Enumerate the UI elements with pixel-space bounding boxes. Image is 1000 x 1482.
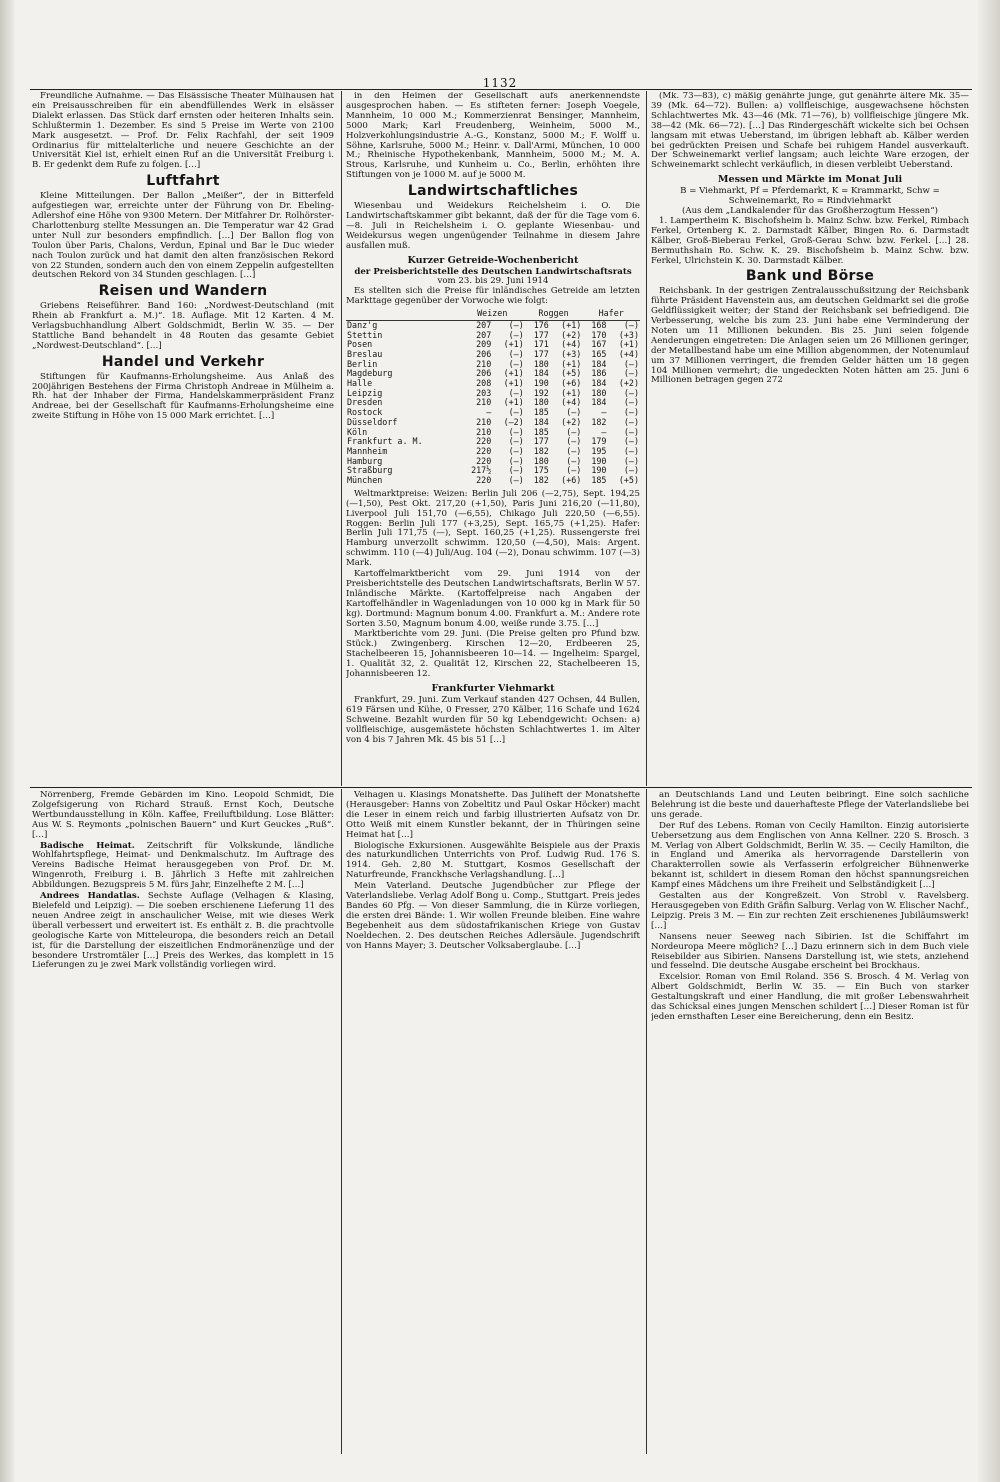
review-list-text: Nörrenberg, Fremde Gebärden im Kino. Leopold Schmidt, Die Zolgefsigerung von Richard Strauß. Ernst Koch, Deutsche Wertbundausstellung in Köln. Kaffee, Freiluftbildung. Lose Blätter: Aus W. S. Reymonts „polnischen Bauern“ und Kurt Geuckes „Ruß“. […] [32,791,334,840]
grain-price-cell: (—) [508,436,524,447]
grain-market-name: Düsseldorf [347,416,398,427]
andree-handatlas-text: Andrees Handatlas. Sechste Auflage (Velhagen & Klasing, Bielefeld und Leipzig). — Die soeben erschienene Lieferung 11 des neuen Andree zeigt in anschaulicher Weise, mit wie dieses Werk überall verbessert und erweitert ist. Es enthält z. B. die prachtvolle geologische Karte von Mitteleuropa, die besonders reich an Detail ist, für die Darstellung der eiszeitlichen Endmoränenzüge und der besondere Urstromtäler […] Preis des Werkes, das komplett in 15 Lieferungen zu je zwei Mark vollständig vorliegen wird. [32,891,334,971]
grain-price-cell: 207 [476,319,492,330]
section-heading-landwirtschaft: Landwirtschaftliches [407,183,579,200]
grain-price-cell: (—) [623,445,639,456]
ruf-des-lebens-text: Der Ruf des Lebens. Roman von Cecily Hamilton. Einzig autorisierte Uebersetzung aus dem Englischen von Anna Kellner. 220 S. Brosch. 3 M. Verlag von Albert Goldschmidt, Berlin W. 35. — Cecily Hamilton, die in England und Amerika als hervorragende Darstellerin von Charakterrollen sowie als Verfasserin erfolgreicher Bühnenwerke bekannt ist, schildert in diesem Roman den höchst spannungsreichen Kampf eines Mädchens um ihre Freiheit und Selbständigkeit […] [651,820,969,891]
grain-table-header: Weizen [460,308,525,320]
grain-price-cell: — [601,426,607,437]
handel-text: Stiftungen für Kaufmanns-Erholungsheime. Aus Anlaß des 200jährigen Bestehens der Firma Christoph Andreae in Mülheim a. Rh. hat der Inhaber der Firma, Handelskammerpräsident Franz Andreae, bei der Gesellschaft für Kaufmanns-Erholungsheime eine zweite Stiftung in Höhe von 15 000 Mark errichtet. […] [32,371,334,422]
grain-table-row [346,398,640,408]
grain-price-cell: 176 [533,319,549,330]
grain-price-cell: 177 [533,329,549,340]
grain-market-name: Halle [347,378,373,389]
grain-price-cell: 180 [591,387,607,398]
grain-price-cell: (+6) [561,378,582,389]
grain-price-cell: 190 [591,465,607,476]
grain-price-cell: 184 [533,368,549,379]
grain-price-cell: (+1) [503,397,524,408]
grain-market-name: Breslau [347,348,383,359]
grain-table-row [346,320,640,330]
grain-price-cell: 190 [533,378,549,389]
grain-price-cell: 185 [533,426,549,437]
grain-price-cell: (—) [566,436,582,447]
grain-price-cell: 206 [476,368,492,379]
viehmarkt-heading: Frankfurter Viehmarkt [431,683,555,694]
grain-price-cell: (—) [508,319,524,330]
grain-price-cell: 182 [533,445,549,456]
badische-heimat-text: Badische Heimat. Zeitschrift für Volkskunde, ländliche Wohlfahrtspflege, Heimat- und Denkmalschutz. Im Auftrage des Vereins Badische Heimat herausgegeben von Prof. Dr. M. Wingenroth, Freiburg i. B. Jährlich 3 Hefte mit zahlreichen Abbildungen. Bezugspreis 5 M. fürs Jahr, Einzelhefte 2 M. […] [32,840,334,891]
grain-price-cell: — [601,407,607,418]
grain-market-name: Stettin [347,329,383,340]
grain-price-cell: (+5) [561,368,582,379]
culture-news-text: Freundliche Aufnahme. — Das Elsässische Theater Mülhausen hat ein Preisausschreiben für ein abendfüllendes Werk in elsässer Dialekt erlassen. Das Stück darf ernsten oder heiteren Inhalts sein. Schlußtermin 1. Dezember. Es sind 5 Preise im Werte von 2100 Mark ausgesetzt. — Prof. Dr. Felix Rachfahl, der seit 1909 Ordinarius für mittelalterliche und neuere Geschichte an der Universität Kiel ist, erhielt einen Ruf an die Universität Freiburg i. B. Er gedenkt dem Rufe zu folgen. […] [32,92,334,171]
page-number: 1132 [482,76,518,90]
column-divider [646,91,647,786]
scan-edge-left [0,0,14,1482]
grain-price-cell: 192 [533,387,549,398]
messen-heading: Messen und Märkte im Monat Juli [717,174,903,186]
grain-price-cell: 209 [476,339,492,350]
viehmarkt-continued-text: (Mk. 73—83), c) mäßig genährte junge, gut genährte ältere Mk. 35—39 (Mk. 64—72). Bullen: a) vollfleischige, ausgewachsene höchsten Schlachtwertes Mk. 43—46 (Mk. 71—76), b) vollfleischige jüngere Mk. 38—42 (Mk. 66—72). […] Das Rindergeschäft wickelte sich bei Ochsen langsam mit etwas Ueberstand, im übrigen lebhaft ab. Kälber werden bei gedrückten Preisen und Schafe bei ruhigem Handel ausverkauft. Der Schweinemarkt verlief langsam; auch leichte Ware erzogen, der Schweinemarkt schlecht verkäuflich, in diesen verbleibt Ueberstand. [651,92,969,171]
luftfahrt-text: Kleine Mitteilungen. Der Ballon „Meißer“, der in Bitterfeld aufgestiegen war, erreichte unter der Führung von Dr. Ebeling-Adlershof eine Höhe von 9300 Metern. Der Mitfahrer Dr. Rolhörster-Charlottenburg stellte Messungen an. Die Temperatur war 42 Grad unter Null zur besonders empfindlich. […] Der Ballon flog von Toulon über Paris, Chalons, Verdun, Epinal und Bar le Duc wieder nach Toulon zurück und hat damit den alten französischen Rekord von 22 Stunden, sondern auch den von einem Zeppelin aufgestellten deutschen Rekord von 34 Stunden geschlagen. […] [32,191,334,281]
grain-price-cell: 207 [476,329,492,340]
grain-price-cell: (—) [566,445,582,456]
grain-price-cell: (—) [566,407,582,418]
section-rule [30,787,972,788]
grain-price-cell: — [486,407,492,418]
grain-table-row [346,418,640,428]
grain-price-cell: 184 [591,378,607,389]
grain-price-cell: (—) [508,329,524,340]
grain-price-cell: 171 [533,339,549,350]
grain-price-cell: (+1) [503,378,524,389]
grain-price-cell: (+4) [618,348,639,359]
grain-price-cell: (+6) [561,475,582,486]
grain-price-cell: (—) [623,407,639,418]
grain-price-cell: (+1) [561,358,582,369]
grain-market-name: Köln [347,426,368,437]
viehmarkt-text: Frankfurt, 29. Juni. Zum Verkauf standen 427 Ochsen, 44 Bullen, 619 Färsen und Kühe, 0 Fresser, 270 Kälber, 116 Schafe und 1624 Schweine. Bezahlt wurden für 50 kg Lebendgewicht: Ochsen: a) vollfleischige, ausgemästete höchsten Schlachtwertes 1. im Alter von 4 bis 7 Jahren Mk. 45 bis 51 […] [346,694,640,745]
grain-price-cell: 167 [591,339,607,350]
grain-price-cell: 220 [476,475,492,486]
header-rule [30,89,972,90]
column-2 [346,92,640,784]
monatshefte-text: Velhagen u. Klasings Monatshefte. Das Juliheft der Monatshefte (Herausgeber: Hanns von Zobeltitz und Paul Oskar Höcker) macht die Leser in einem reich und farbig illustrierten Aufsatz von Dr. Otto Weiß mit einem Kunstler bekannt, der in Thüringen seine Heimat hat […] [346,791,640,840]
grain-market-name: Magdeburg [347,368,393,379]
grain-price-cell: (+4) [561,339,582,350]
grain-price-cell: 179 [591,436,607,447]
grain-table-header: Roggen [525,308,583,320]
grain-price-cell: (—) [623,465,639,476]
grain-price-cell: 180 [533,397,549,408]
nansen-text: Nansens neuer Seeweg nach Sibirien. Ist die Schiffahrt im Nordeuropa Meere möglich? […] Dazu erinnern sich in dem Buch viele Reisebilder aus Sibirien. Nansens Darstellung ist, wie stets, anziehend und fesselnd. Die deutsche Ausgabe erscheint bei Brockhaus. [651,931,969,972]
grain-table-header [346,308,460,320]
grain-price-cell: (—) [623,426,639,437]
grain-price-cell: 203 [476,387,492,398]
weltmarkt-text: Weltmarktpreise: Weizen: Berlin Juli 206 (—2,75), Sept. 194,25 (—1,50), Pest Okt. 217,20 (+1,50), Paris Juni 216,20 (—11,80), Liverpool Juli 151,70 (—6,55), Chikago Juli 220,50 (—6,55). Roggen: Berlin Juli 177 (+3,25), Sept. 165,75 (+1,25). Hafer: Berlin Juli 171,75 (—), Sept. 160,25 (+1,25). Russengerste frei Hamburg unverzollt schwimm. 120,50 (—4,50), Mais: Argent. schwimm. 110 (—4) Juli/Aug. 104 (—2), Donau schwimm. 107 (—3) Mark. [346,488,640,569]
kartoffel-text: Kartoffelmarktbericht vom 29. Juni 1914 von der Preisberichtstelle des Deutschen Landwirtschaftsrats, Berlin W 57. Inländische Märkte. (Kartoffelpreise nach Angaben der Kartoffelhändler in Wagenladungen von 10 000 kg in Mark für 50 kg). Dortmund: Magnum bonum 4.00. Frankfurt a. M.: Andere rote Sorten 3.50, Magnum bonum 4.00, weiße runde 3.75. […] [346,569,640,629]
grain-price-cell: (—) [623,455,639,466]
grain-price-cell: 217½ [471,465,492,476]
vaterlandsliebe-text: an Deutschlands Land und Leuten beibringt. Eine solch sachliche Belehrung ist die beste und dauerhafteste Pflege der Vaterlandsliebe bei uns gerade. [651,791,969,820]
grain-price-cell: (—) [623,387,639,398]
grain-price-cell: 182 [591,416,607,427]
grain-market-name: Dresden [347,397,383,408]
grain-price-cell: 210 [476,426,492,437]
grain-price-cell: (+3) [618,329,639,340]
grain-table-row [346,476,640,486]
column-3 [651,92,969,784]
grain-price-cell: (—) [508,465,524,476]
wiesenbau-text: Wiesenbau und Weidekurs Reichelsheim i. O. Die Landwirtschaftskammer gibt bekannt, daß der für die Tage vom 6.—8. Juli in Reichelsheim i. O. geplante Wiesenbau- und Weidekursus wegen ungenügender Teilnahme in diesem Jahre ausfallen muß. [346,201,640,251]
grain-price-cell: (+4) [561,397,582,408]
grain-price-cell: 170 [591,329,607,340]
grain-price-cell: 184 [533,416,549,427]
grain-price-cell: 184 [591,358,607,369]
section-heading-reisen: Reisen und Wandern [98,283,268,300]
grain-price-cell: 220 [476,436,492,447]
column-divider [646,789,647,1454]
grain-price-cell: (—) [508,387,524,398]
grain-price-cell: (—) [508,475,524,486]
grain-price-cell: (—) [508,426,524,437]
grain-price-cell: (—) [508,407,524,418]
grain-price-cell: (+3) [561,348,582,359]
mein-vaterland-text: Mein Vaterland. Deutsche Jugendbücher zur Pflege der Vaterlandsliebe. Verlag Adolf Bong u. Comp., Stuttgart. Preis jedes Bandes 60 Pfg. — Von dieser Sammlung, die in Kürze vorliegen, die ersten drei Bände: 1. Wir wollen Freunde bleiben. Eine wahre Begebenheit aus dem südostafrikanischen Kriege von Gustav Noeldechen. 2. Des deutschen Reiches Adlersäule. Jugendschrift von Hanns Mayer; 3. Deutscher Volksaberglaube. […] [346,881,640,951]
grain-price-cell: (—) [508,455,524,466]
getreide-subtitle: der Preisberichtstelle des Deutschen Landwirtschaftsrats [354,266,632,277]
grain-market-name: Rostock [347,407,383,418]
column-divider [341,91,342,786]
getreide-title: Kurzer Getreide-Wochenbericht [407,254,579,266]
messen-source: (Aus dem „Landkalender für das Großherzogtum Hessen“) [682,205,938,216]
grain-price-cell: 210 [476,416,492,427]
grain-price-cell: (+2) [618,378,639,389]
grain-price-cell: (—) [623,368,639,379]
stiftungen-text: in den Heimen der Gesellschaft aufs anerkennendste ausgesprochen haben. — Es stifteten ferner: Joseph Voegele, Mannheim, 10 000 M.; Kommerzienrat Bensinger, Mannheim, 5000 Mark; Karl Freudenberg, Weinheim, 5000 M., Holzverkohlungsindustrie A.-G., Konstanz, 5000 M.; F. Wolff u. Söhne, Karlsruhe, 5000 M.; Heinr. v. Dall'Armi, München, 10 000 M.; Rheinische Hypothekenbank, Mannheim, 5000 M.; M. A. Strous, Karlsruhe, und Kunheim u. Co., Berlin, erhöhten ihre Stiftungen von je 1000 M. auf je 5000 M. [346,92,640,181]
getreide-note: Es stellten sich die Preise für inländisches Getreide am letzten Markttage gegenüber der Vorwoche wie folgt: [346,286,640,307]
grain-price-cell: (+5) [618,475,639,486]
grain-price-cell: 185 [533,407,549,418]
grain-price-cell: 220 [476,455,492,466]
grain-price-cell: 220 [476,445,492,456]
getreide-dates: vom 23. bis 29. Juni 1914 [437,276,549,287]
grain-price-cell: (+1) [618,339,639,350]
biologische-exkursionen-text: Biologische Exkursionen. Ausgewählte Beispiele aus der Praxis des naturkundlichen Unterrichts von Prof. Ludwig Rud. 176 S. 1914. Geh. 2,80 M. Stuttgart, Kosmos Gesellschaft der Naturfreunde, Franckhsche Verlagshandlung. […] [346,840,640,881]
grain-price-cell: (—) [566,426,582,437]
grain-price-cell: (—) [508,445,524,456]
grain-price-cell: 210 [476,358,492,369]
grain-table-header: Hafer [582,308,640,320]
grain-price-cell: 175 [533,465,549,476]
bottom-column-3 [651,791,969,1453]
grain-price-cell: (—) [623,358,639,369]
grain-price-cell: (+1) [503,339,524,350]
grain-price-cell: 184 [591,397,607,408]
section-heading-handel: Handel und Verkehr [101,353,265,370]
reisen-text: Griebens Reiseführer. Band 160: „Nordwest-Deutschland (mit Rhein ab Frankfurt a. M.)“. 18. Auflage. Mit 12 Karten. 4 M. Verlagsbuchhandlung Albert Goldschmidt, Berlin W. 35. — Der Stattliche Band behandelt in 48 Routen das gesamte Gebiet „Nordwest-Deutschland“. […] [32,301,334,351]
section-heading-bank: Bank und Börse [745,268,875,285]
grain-price-cell: (—) [566,465,582,476]
grain-price-cell: (—) [623,397,639,408]
grain-price-cell: (—) [623,319,639,330]
grain-market-name: Hamburg [347,455,383,466]
section-heading-luftfahrt: Luftfahrt [146,173,220,190]
kongresszeit-text: Gestalten aus der Kongreßzeit. Von Strobl v. Ravelsberg. Herausgegeben von Edith Gräfin Salburg. Verlag von W. Elischer Nachf., Leipzig. Preis 3 M. — Ein zur rechten Zeit erschienenes Jubiläumswerk! […] [651,891,969,931]
grain-market-name: Danz'g [347,319,378,330]
grain-price-cell: (+1) [561,319,582,330]
grain-price-cell: 190 [591,455,607,466]
grain-price-cell: (—) [623,436,639,447]
grain-price-cell: (—2) [503,416,524,427]
grain-market-name: München [347,475,383,486]
grain-price-cell: 165 [591,348,607,359]
grain-price-cell: 210 [476,397,492,408]
grain-price-cell: 168 [591,319,607,330]
grain-market-name: Straßburg [347,465,393,476]
grain-market-name: Posen [347,339,373,350]
grain-price-table [346,308,640,486]
grain-price-cell: 185 [591,475,607,486]
grain-price-cell: 177 [533,436,549,447]
grain-price-cell: 177 [533,348,549,359]
grain-price-cell: (—) [508,348,524,359]
grain-price-cell: (+1) [561,387,582,398]
grain-price-cell: (—) [508,358,524,369]
column-1 [32,92,334,784]
grain-market-name: Frankfurt a. M. [347,436,423,447]
grain-price-cell: (—) [566,455,582,466]
grain-price-cell: 195 [591,445,607,456]
grain-market-name: Berlin [347,358,378,369]
excelsior-text: Excelsior. Roman von Emil Roland. 356 S. Brosch. 4 M. Verlag von Albert Goldschmidt, Berlin W. 35. — Ein Buch von starker Gestaltungskraft und einer Handlung, die mit großer Lebenswahrheit das Schicksal eines jungen Menschen schildert […] Dieser Roman ist für jeden ernsthaften Leser eine Bereicherung, denn ein Besitz. [651,972,969,1022]
grain-price-cell: 208 [476,378,492,389]
scan-edge-right [978,0,1000,1482]
grain-price-cell: 182 [533,475,549,486]
messen-legend: B = Viehmarkt, Pf = Pferdemarkt, K = Krammarkt, Schw = Schweinemarkt, Ro = Rindviehmarkt [680,186,940,207]
grain-price-cell: 186 [591,368,607,379]
bottom-column-1 [32,791,334,1453]
grain-price-cell: 206 [476,348,492,359]
bottom-column-2 [346,791,640,1453]
grain-market-name: Leipzig [347,387,383,398]
column-divider [341,789,342,1454]
reichsbank-text: Reichsbank. In der gestrigen Zentralausschußsitzung der Reichsbank führte Präsident Havenstein aus, am deutschen Geldmarkt sei die große Geldflüssigkeit weiter; der Stand der Reichsbank sei befriedigend. Die Verbesserung, welche bis zum 23. Juni habe eine Verminderung der Noten um 11 Millionen bekunden. Bis 25. Juni seien folgende Aenderungen eingetreten: Die Anlagen seien um 26 Millionen geringer, der Metallbestand habe um eine Million abgenommen, der Notenumlauf um 37 Millionen verringert, die fremden Gelder hätten um 18 gegen 104 Millionen vermehrt; die ungedeckten Noten hätten am 25. Juni 6 Millionen betragen gegen 272 [651,286,969,386]
grain-price-cell: 180 [533,455,549,466]
messen-text: 1. Lampertheim K. Bischofsheim b. Mainz Schw. bzw. Ferkel, Rimbach Ferkel, Ortenberg K. 2. Darmstadt Kälber, Bingen Ro. 6. Darmstadt Kälber, Groß-Bieberau Ferkel, Groß-Gerau Schw. bzw. Ferkel. […] 28. Bermuthshain Ro. Schw. K. 29. Bischofsheim b. Mainz Schw. bzw. Ferkel, Ulrichstein K. 30. Darmstadt Kälber. [651,215,969,266]
grain-price-cell: 180 [533,358,549,369]
grain-price-cell: (—) [623,416,639,427]
grain-market-name: Mannheim [347,445,388,456]
grain-price-cell: (+1) [503,368,524,379]
grain-price-cell: (+2) [561,329,582,340]
grain-price-cell: (+2) [561,416,582,427]
marktbericht-text: Marktberichte vom 29. Juni. (Die Preise gelten pro Pfund bzw. Stück.) Zwingenberg. Kirschen 12—20, Erdbeeren 25, Stachelbeeren 15, Johannisbeeren 10—14. — Ingelheim: Spargel, 1. Qualität 32, 2. Qualität 12, Kirschen 22, Stachelbeeren 15, Johannisbeeren 12. [346,629,640,680]
